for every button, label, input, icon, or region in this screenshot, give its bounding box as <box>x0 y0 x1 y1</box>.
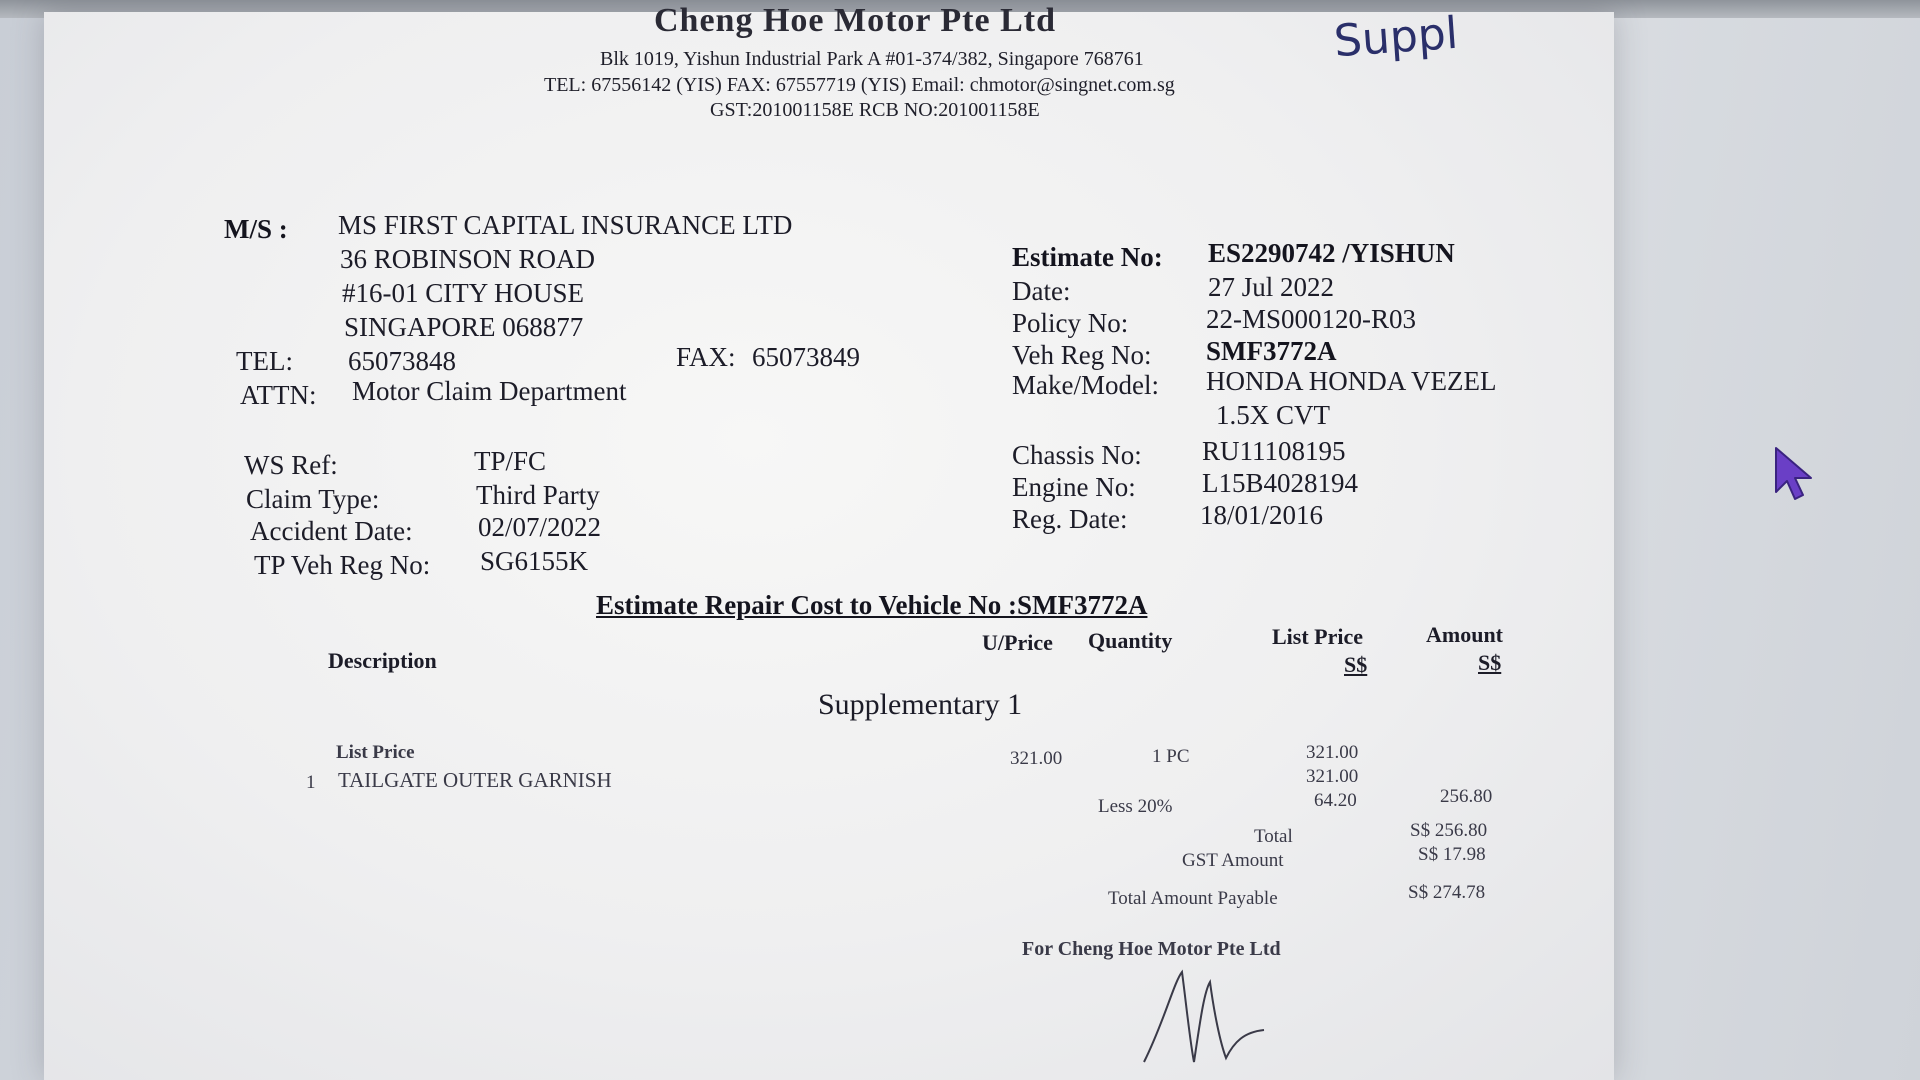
chassis-label: Chassis No: <box>1012 440 1142 470</box>
payable-label: Total Amount Payable <box>1108 888 1278 909</box>
estimate-title: Estimate Repair Cost to Vehicle No :SMF3772A <box>596 590 1148 620</box>
item-quantity: 1 PC <box>1152 746 1190 767</box>
customer-address-line3: SINGAPORE 068877 <box>344 312 584 342</box>
tp-veh-reg: SG6155K <box>480 546 589 576</box>
col-description: Description <box>328 648 437 673</box>
ms-label: M/S : <box>224 214 288 244</box>
col-amount: Amount <box>1426 622 1504 647</box>
discount-label: Less 20% <box>1098 796 1173 817</box>
company-contact: TEL: 67556142 (YIS) FAX: 67557719 (YIS) Email: chmotor@singnet.com.sg <box>544 74 1175 96</box>
accident-date: 02/07/2022 <box>478 512 602 542</box>
company-name: Cheng Hoe Motor Pte Ltd <box>654 2 1056 39</box>
make-model: HONDA HONDA VEZEL <box>1206 366 1497 396</box>
section-supplementary: Supplementary 1 <box>818 688 1023 721</box>
estimate-date: 27 Jul 2022 <box>1208 272 1335 302</box>
accident-date-label: Accident Date: <box>250 516 413 546</box>
gst-label: GST Amount <box>1182 850 1284 871</box>
col-amount-unit: S$ <box>1478 650 1502 675</box>
customer-tel: 65073848 <box>348 346 456 376</box>
claim-type-label: Claim Type: <box>246 484 380 514</box>
engine-no: L15B4028194 <box>1202 468 1359 498</box>
reg-date: 18/01/2016 <box>1200 500 1324 530</box>
customer-fax: 65073849 <box>752 342 860 372</box>
total-value: S$ 256.80 <box>1410 820 1488 841</box>
veh-reg-label: Veh Reg No: <box>1012 340 1152 370</box>
item-number: 1 <box>306 772 316 793</box>
handwritten-note: Suppl <box>1332 7 1460 68</box>
total-label: Total <box>1254 826 1293 847</box>
veh-reg: SMF3772A <box>1206 336 1337 366</box>
net-amount: 256.80 <box>1440 786 1493 807</box>
item-list-price: 321.00 <box>1306 742 1359 763</box>
policy-no: 22-MS000120-R03 <box>1206 304 1417 334</box>
company-address: Blk 1019, Yishun Industrial Park A #01-374/382, Singapore 768761 <box>600 48 1144 70</box>
ws-ref: TP/FC <box>474 446 547 476</box>
signoff: For Cheng Hoe Motor Pte Ltd <box>1022 938 1281 960</box>
customer-address-line2: #16-01 CITY HOUSE <box>342 278 584 308</box>
gst-value: S$ 17.98 <box>1418 844 1486 865</box>
discount-value: 64.20 <box>1314 790 1357 811</box>
payable-value: S$ 274.78 <box>1408 882 1486 903</box>
attn-label: ATTN: <box>240 380 317 410</box>
col-list-price-unit: S$ <box>1344 652 1368 677</box>
col-quantity: Quantity <box>1088 628 1173 653</box>
reg-date-label: Reg. Date: <box>1012 504 1128 534</box>
tp-veh-label: TP Veh Reg No: <box>254 550 431 580</box>
make-model-label: Make/Model: <box>1012 370 1159 400</box>
group-list-price: List Price <box>336 742 415 763</box>
col-uprice: U/Price <box>982 630 1053 655</box>
item-uprice: 321.00 <box>1010 748 1063 769</box>
estimate-document <box>44 2 1614 1080</box>
make-model-variant: 1.5X CVT <box>1216 400 1330 430</box>
tel-label: TEL: <box>236 346 293 376</box>
item-description: TAILGATE OUTER GARNISH <box>338 768 612 792</box>
claim-type: Third Party <box>476 480 600 510</box>
col-list-price: List Price <box>1272 624 1364 649</box>
estimate-no: ES2290742 /YISHUN <box>1208 238 1455 268</box>
fax-label: FAX: <box>676 342 736 372</box>
customer-attn: Motor Claim Department <box>352 376 627 406</box>
subtotal: 321.00 <box>1306 766 1359 787</box>
customer-name: MS FIRST CAPITAL INSURANCE LTD <box>338 210 793 240</box>
mouse-cursor-icon <box>1772 446 1816 502</box>
chassis-no: RU11108195 <box>1202 436 1346 466</box>
ws-ref-label: WS Ref: <box>244 450 338 480</box>
engine-label: Engine No: <box>1012 472 1136 502</box>
customer-address-line1: 36 ROBINSON ROAD <box>340 244 596 274</box>
policy-no-label: Policy No: <box>1012 308 1129 338</box>
estimate-no-label: Estimate No: <box>1012 242 1163 272</box>
company-registration: GST:201001158E RCB NO:201001158E <box>710 99 1040 121</box>
signature <box>1134 962 1274 1072</box>
date-label: Date: <box>1012 276 1071 306</box>
